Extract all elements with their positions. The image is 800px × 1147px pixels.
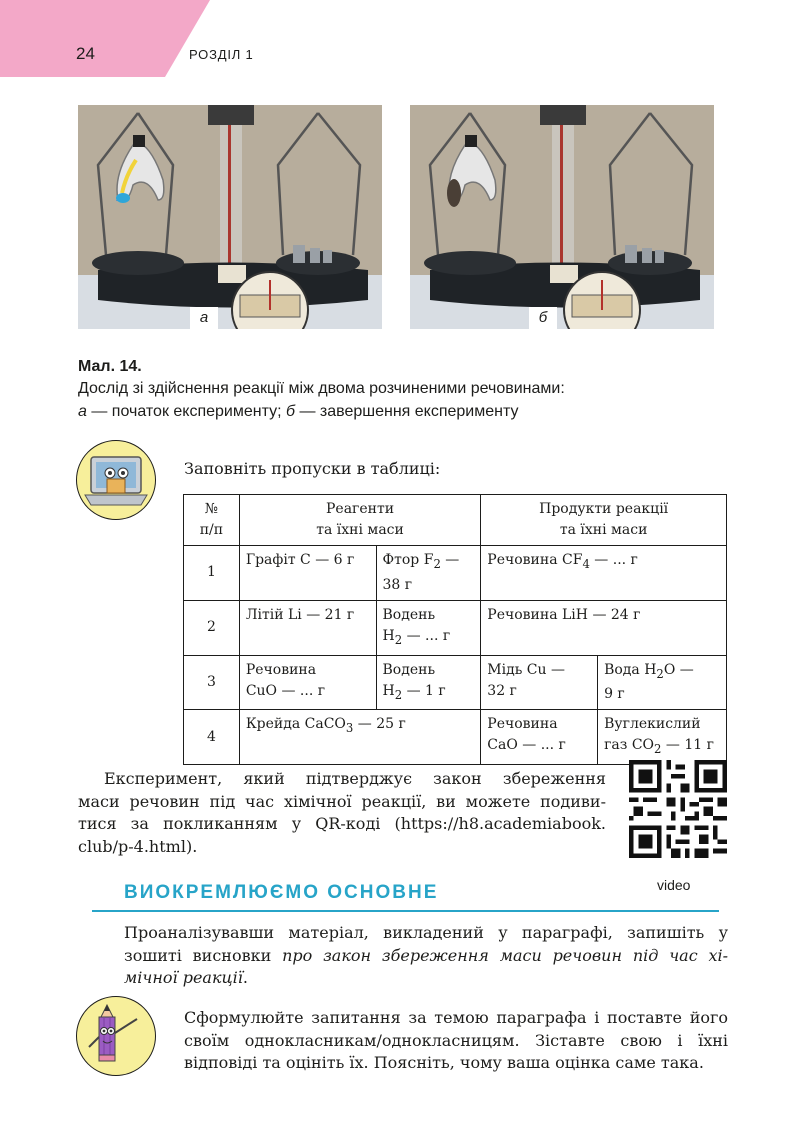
reagent-cell: Речовина CuO — ... г <box>239 655 376 710</box>
questions-line: Сформулюйте запитання за темою параграфа і поставте його <box>184 1008 728 1027</box>
reagent-cell: Графіт С — 6 г <box>239 546 376 601</box>
questions-paragraph <box>184 1007 728 1075</box>
header-number: № п/п <box>184 495 240 546</box>
product-cell: Мідь Cu — 32 г <box>481 655 598 710</box>
photo-b-label: б <box>529 307 557 329</box>
section-heading: ВИОКРЕМЛЮЄМО ОСНОВНЕ <box>124 882 439 903</box>
experiment-line: Експеримент, який підтверджує закон збереження <box>104 769 606 788</box>
product-cell: Речовина LiH — 24 г <box>481 600 727 655</box>
reagent-cell: Фтор $F_2$ — 38 г <box>376 546 481 601</box>
reaction-table <box>183 494 727 765</box>
summary-line: зошиті висновки про закон збереження маси речовин під час хі- <box>124 945 729 965</box>
questions-line: відповіді та оцініть їх. Поясніть, чому ваша оцінка саме така. <box>184 1053 704 1072</box>
table-header-row <box>184 495 727 546</box>
questions-line: своїм однокласникам/однокласницям. Зіставте свою і їхні <box>184 1030 728 1050</box>
row-number: 1 <box>184 546 240 601</box>
table-instruction: Заповніть пропуски в таблиці: <box>184 459 441 478</box>
header-reagents: Реагенти та їхні маси <box>239 495 480 546</box>
table-row <box>184 655 727 710</box>
caption-label-a: а <box>78 403 87 420</box>
heading-underline <box>92 910 719 912</box>
product-cell: Вода $H_2O$ — 9 г <box>598 655 727 710</box>
figure-caption-line2 <box>78 403 518 421</box>
qr-video-label: video <box>657 877 691 893</box>
row-number: 2 <box>184 600 240 655</box>
product-cell: Речовина CaO — ... г <box>481 710 598 765</box>
experiment-line: тися за покликанням у QR-коді (https://h8.academiabook. <box>78 814 606 833</box>
row-number: 3 <box>184 655 240 710</box>
reagent-cell: Водень $H_2$ — ... г <box>376 600 481 655</box>
photo-b <box>410 105 714 329</box>
caption-text-a: — початок експерименту; <box>86 403 286 420</box>
product-cell: Вуглекислий газ $CO_2$ — 11 г <box>598 710 727 765</box>
product-cell: Речовина $CF_4$ — ... г <box>481 546 727 601</box>
photo-a <box>78 105 382 329</box>
figure-caption-title: Мал. 14. <box>78 358 142 375</box>
reagent-cell: Крейда CaCO$_3$ — 25 г <box>239 710 480 765</box>
page-number: 24 <box>76 44 95 63</box>
experiment-line: маси речовин під час хімічної реакції, ви можете подиви- <box>78 791 606 811</box>
row-number: 4 <box>184 710 240 765</box>
section-title: РОЗДІЛ 1 <box>189 47 254 62</box>
figure-caption-line1: Дослід зі здійснення реакції між двома розчиненими речовинами: <box>78 380 565 397</box>
header-products: Продукти реакції та їхні маси <box>481 495 727 546</box>
computer-task-icon <box>76 440 156 520</box>
table-row <box>184 710 727 765</box>
caption-label-b: б <box>286 403 295 420</box>
summary-line: мічної реакції. <box>124 968 249 987</box>
reagent-cell: Літій Li — 21 г <box>239 600 376 655</box>
header-tab <box>0 0 210 77</box>
photo-a-label: а <box>190 307 218 329</box>
caption-text-b: — завершення експерименту <box>295 403 519 420</box>
summary-paragraph <box>124 922 728 990</box>
experiment-line: club/p-4.html). <box>78 836 198 856</box>
reagent-cell: Водень $H_2$ — 1 г <box>376 655 481 710</box>
table-row <box>184 600 727 655</box>
summary-line: Проаналізувавши матеріал, викладений у параграфі, запишіть у <box>124 923 728 942</box>
experiment-paragraph <box>78 768 606 858</box>
qr-code[interactable] <box>629 760 727 858</box>
pencil-mascot-icon <box>76 996 156 1076</box>
table-row <box>184 546 727 601</box>
